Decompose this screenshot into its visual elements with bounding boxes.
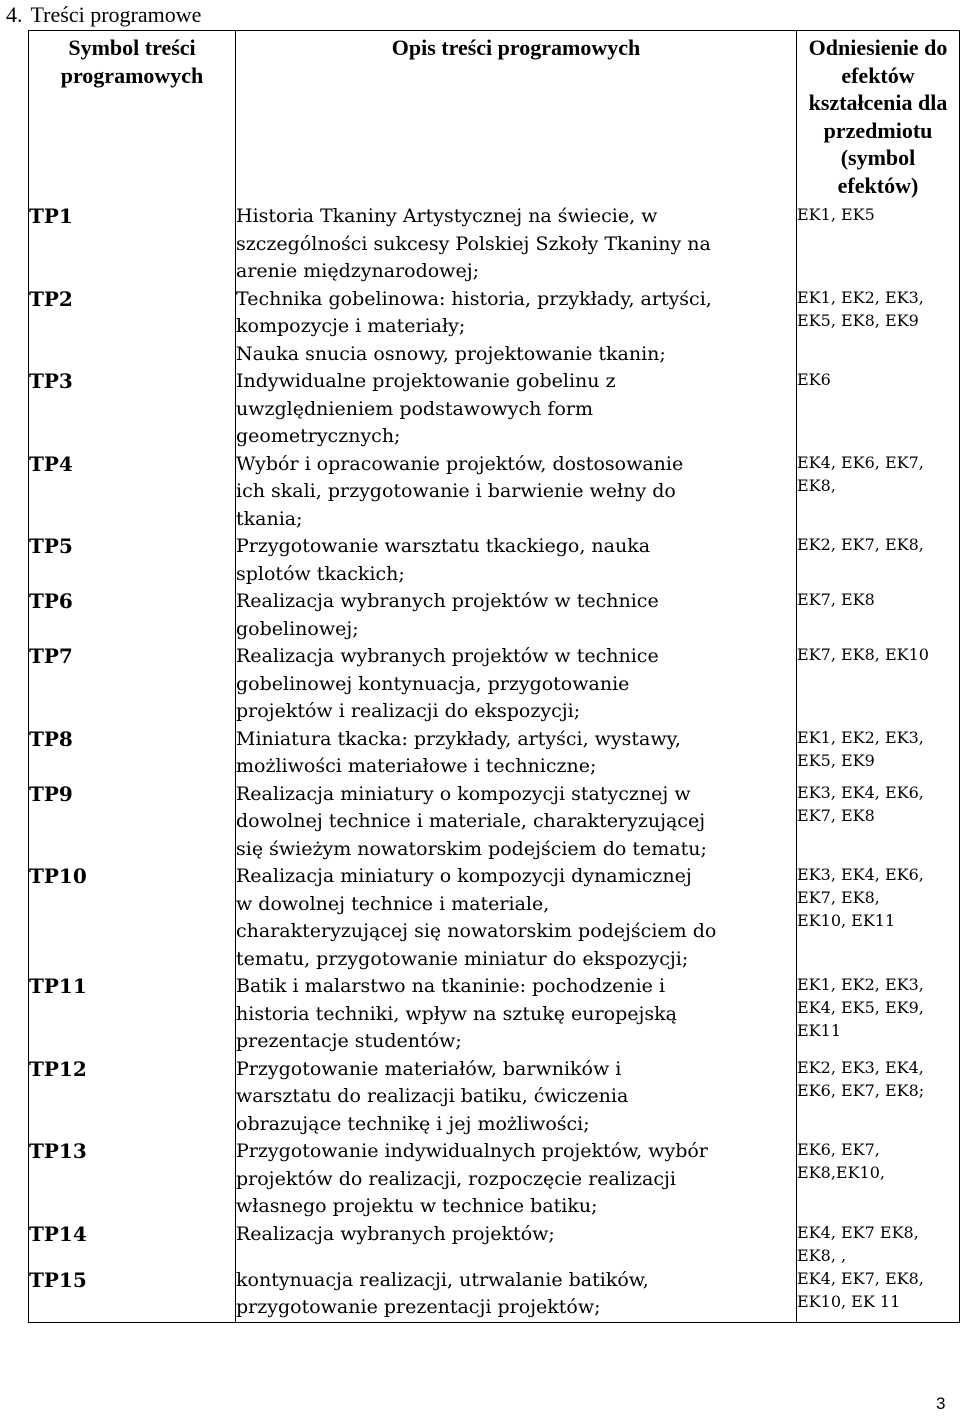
row-symbol: TP14 (29, 1221, 236, 1267)
description-line: Historia Tkaniny Artystycznej na świecie, w (236, 205, 658, 227)
row-symbol: TP7 (29, 643, 236, 726)
reference-line: EK7, EK8, EK10 (797, 645, 929, 664)
description-line: dowolnej technice i materiale, charakteryzującej (236, 810, 706, 832)
row-reference (797, 781, 960, 864)
row-description (236, 451, 797, 534)
row-reference (797, 643, 960, 726)
description-line: Technika gobelinowa: historia, przykłady, artyści, (236, 287, 712, 310)
row-reference (797, 1056, 960, 1139)
description-line: uwzględnieniem podstawowych form (236, 397, 593, 420)
description-line: kontynuacja realizacji, utrwalanie batików, (236, 1268, 649, 1291)
reference-line: EK5, EK9 (797, 750, 875, 770)
row-reference (797, 203, 960, 286)
description-line: Przygotowanie materiałów, barwników i (236, 1057, 622, 1080)
row-symbol: TP2 (29, 286, 236, 369)
program-content-table (28, 30, 960, 1323)
row-description (236, 286, 797, 369)
row-reference (797, 1221, 960, 1267)
reference-line: EK7, EK8 (797, 805, 875, 825)
reference-line: EK6, EK7, (797, 1140, 880, 1159)
description-line: przygotowanie prezentacji projektów; (236, 1296, 601, 1318)
description-line: warsztatu do realizacji batiku, ćwiczenia (236, 1085, 629, 1107)
row-description (236, 863, 797, 973)
row-description (236, 1138, 797, 1221)
row-symbol: TP5 (29, 533, 236, 588)
row-description (236, 1221, 797, 1267)
description-line: Przygotowanie indywidualnych projektów, wybór (236, 1140, 708, 1162)
row-description (236, 588, 797, 643)
reference-line: EK8, (797, 475, 836, 495)
reference-line: EK8,EK10, (797, 1163, 885, 1182)
row-reference (797, 533, 960, 588)
description-line: Indywidualne projektowanie gobelinu z (236, 370, 616, 392)
description-line: tkania; (236, 507, 303, 530)
table-row (29, 451, 960, 534)
table-row (29, 973, 960, 1056)
section-title: Treści programowe (30, 2, 202, 27)
reference-line: EK10, EK11 (797, 911, 896, 930)
row-description (236, 203, 797, 286)
reference-line: EK11 (797, 1021, 841, 1040)
reference-line: EK2, EK7, EK8, (797, 535, 924, 554)
reference-line: EK1, EK5 (797, 205, 875, 224)
row-reference (797, 588, 960, 643)
row-description (236, 781, 797, 864)
description-line: możliwości materiałowe i techniczne; (236, 755, 597, 777)
description-line: Batik i malarstwo na tkaninie: pochodzenie i (236, 975, 666, 997)
row-description (236, 1056, 797, 1139)
row-symbol: TP9 (29, 781, 236, 864)
description-line: Realizacja wybranych projektów w technice (236, 645, 659, 667)
description-line: projektów do realizacji, rozpoczęcie realizacji (236, 1167, 676, 1190)
row-reference (797, 726, 960, 781)
table-row (29, 781, 960, 864)
description-line: Przygotowanie warsztatu tkackiego, nauka (236, 535, 651, 557)
description-line: splotów tkackich; (236, 562, 405, 585)
row-symbol: TP8 (29, 726, 236, 781)
description-line: Miniatura tkacka: przykłady, artyści, wystawy, (236, 727, 681, 750)
description-line: Realizacja miniatury o kompozycji statycznej w (236, 782, 691, 805)
reference-line: EK4, EK6, EK7, (797, 452, 924, 472)
row-reference (797, 973, 960, 1056)
header-description: Opis treści programowych (236, 31, 797, 204)
header-symbol: Symbol treści programowych (29, 31, 236, 204)
table-row (29, 286, 960, 369)
section-number: 4. (6, 2, 23, 27)
reference-line: EK7, EK8, (797, 888, 880, 907)
description-line: własnego projektu w technice batiku; (236, 1195, 598, 1217)
description-line: Realizacja wybranych projektów; (236, 1222, 555, 1245)
row-reference (797, 1267, 960, 1323)
page-number: 3 (936, 1394, 946, 1413)
row-symbol: TP3 (29, 368, 236, 451)
section-heading (6, 2, 201, 28)
table-header-row (29, 31, 960, 204)
table-row (29, 368, 960, 451)
description-line: Realizacja miniatury o kompozycji dynamicznej (236, 865, 692, 887)
description-line: obrazujące technikę i jej możliwości; (236, 1112, 590, 1135)
description-line: Realizacja wybranych projektów w technice (236, 590, 659, 612)
reference-line: EK8, , (797, 1245, 847, 1265)
reference-line: EK2, EK3, EK4, (797, 1057, 924, 1077)
description-line: gobelinowej kontynuacja, przygotowanie (236, 672, 630, 695)
table-row (29, 203, 960, 286)
reference-line: EK4, EK5, EK9, (797, 998, 924, 1017)
table-row (29, 1267, 960, 1323)
description-line: szczególności sukcesy Polskiej Szkoły Tkaniny na (236, 232, 711, 255)
reference-line: EK1, EK2, EK3, (797, 287, 924, 307)
table-row (29, 726, 960, 781)
table-row (29, 588, 960, 643)
row-reference (797, 863, 960, 973)
row-symbol: TP11 (29, 973, 236, 1056)
row-description (236, 533, 797, 588)
reference-line: EK3, EK4, EK6, (797, 865, 924, 884)
row-reference (797, 1138, 960, 1221)
description-line: się świeżym nowatorskim podejściem do tematu; (236, 837, 707, 860)
row-reference (797, 451, 960, 534)
row-description (236, 368, 797, 451)
description-line: charakteryzującej się nowatorskim podejściem do (236, 920, 717, 942)
row-symbol: TP1 (29, 203, 236, 286)
row-symbol: TP6 (29, 588, 236, 643)
reference-line: EK3, EK4, EK6, (797, 782, 924, 802)
row-description (236, 973, 797, 1056)
row-description (236, 643, 797, 726)
description-line: Nauka snucia osnowy, projektowanie tkanin; (236, 342, 666, 365)
row-reference (797, 286, 960, 369)
reference-line: EK1, EK2, EK3, (797, 975, 924, 994)
description-line: geometrycznych; (236, 425, 401, 447)
reference-line: EK6, EK7, EK8; (797, 1080, 925, 1100)
row-symbol: TP10 (29, 863, 236, 973)
reference-line: EK4, EK7 EK8, (797, 1222, 919, 1242)
table-row (29, 533, 960, 588)
description-line: Wybór i opracowanie projektów, dostosowanie (236, 452, 684, 475)
reference-line: EK4, EK7, EK8, (797, 1268, 924, 1288)
description-line: tematu, przygotowanie miniatur do ekspozycji; (236, 947, 689, 970)
row-symbol: TP15 (29, 1267, 236, 1323)
description-line: kompozycje i materiały; (236, 315, 466, 337)
reference-line: EK5, EK8, EK9 (797, 310, 919, 330)
row-reference (797, 368, 960, 451)
row-symbol: TP4 (29, 451, 236, 534)
row-symbol: TP12 (29, 1056, 236, 1139)
row-symbol: TP13 (29, 1138, 236, 1221)
reference-line: EK7, EK8 (797, 590, 875, 609)
reference-line: EK1, EK2, EK3, (797, 727, 924, 747)
table-row (29, 1138, 960, 1221)
description-line: w dowolnej technice i materiale, (236, 892, 550, 915)
reference-line: EK6 (797, 370, 831, 389)
row-description (236, 726, 797, 781)
description-line: arenie międzynarodowej; (236, 260, 479, 282)
table-row (29, 643, 960, 726)
description-line: ich skali, przygotowanie i barwienie wełny do (236, 480, 676, 502)
description-line: prezentacje studentów; (236, 1030, 462, 1052)
reference-line: EK10, EK 11 (797, 1291, 901, 1311)
table-row (29, 1221, 960, 1267)
description-line: gobelinowej; (236, 617, 359, 640)
table-row (29, 863, 960, 973)
table-row (29, 1056, 960, 1139)
description-line: projektów i realizacji do ekspozycji; (236, 700, 581, 722)
description-line: historia techniki, wpływ na sztukę europejską (236, 1002, 677, 1025)
row-description (236, 1267, 797, 1323)
header-reference: Odniesienie do efektów kształcenia dla przedmiotu (symbol efektów) (797, 31, 960, 204)
